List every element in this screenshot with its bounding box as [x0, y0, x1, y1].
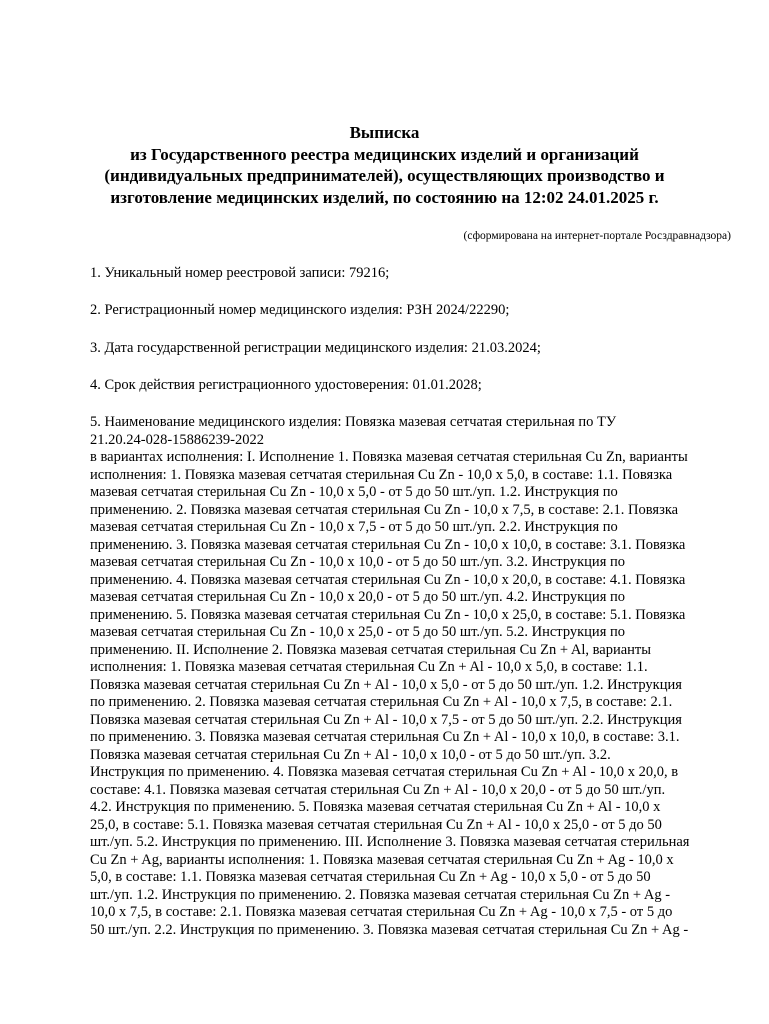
text-line: применению. 5. Повязка мазевая сетчатая стерильная Cu Zn - 10,0 х 25,0, в составе: 5.1. Повязка [90, 606, 686, 623]
text-line: 25,0, в составе: 5.1. Повязка мазевая сетчатая стерильная Cu Zn + Al - 10,0 х 25,0 - от 5 до 50 [90, 816, 662, 833]
text-line: 50 шт./уп. 2.2. Инструкция по применению. 3. Повязка мазевая сетчатая стерильная Cu Zn + Ag - [90, 921, 689, 938]
registry-record-number: 1. Уникальный номер реестровой записи: 79216; [90, 265, 390, 281]
text-line: 4.2. Инструкция по применению. 5. Повязка мазевая сетчатая стерильная Cu Zn + Al - 10,0 х [90, 799, 661, 815]
text-line: Повязка мазевая сетчатая стерильная Cu Zn + Al - 10,0 х 10,0 - от 5 до 50 шт./уп. 3.2. [90, 746, 611, 763]
text-line: 10,0 х 7,5, в составе: 2.1. Повязка мазевая сетчатая стерильная Cu Zn + Ag - 10,0 х 7,5 - от 5 до [90, 904, 673, 920]
text-line: шт./уп. 1.2. Инструкция по применению. 2. Повязка мазевая сетчатая стерильная Cu Zn + Ag - [90, 886, 671, 903]
text-line: 5,0, в составе: 1.1. Повязка мазевая сетчатая стерильная Cu Zn + Ag - 10,0 х 5,0 - от 5 до 50 [90, 869, 651, 885]
title-line: изготовление медицинских изделий, по состоянию на 12:02 24.01.2025 г. [110, 187, 659, 207]
registration-number: 2. Регистрационный номер медицинского изделия: РЗН 2024/22290; [90, 302, 510, 318]
certificate-validity: 4. Срок действия регистрационного удостоверения: 01.01.2028; [90, 377, 482, 393]
text-line: Cu Zn + Ag, варианты исполнения: 1. Повязка мазевая сетчатая стерильная Cu Zn + Ag - 10,0 х [90, 851, 674, 868]
text-line: исполнения: 1. Повязка мазевая сетчатая стерильная Cu Zn - 10,0 х 5,0, в составе: 1.1. Повязка [90, 466, 673, 483]
text-line: применению. 4. Повязка мазевая сетчатая стерильная Cu Zn - 10,0 х 20,0, в составе: 4.1. Повязка [90, 571, 686, 588]
title-line: (индивидуальных предпринимателей), осуществляющих производство и [104, 166, 665, 185]
text-line: Повязка мазевая сетчатая стерильная Cu Zn + Al - 10,0 х 7,5 - от 5 до 50 шт./уп. 2.2. Инструкция [90, 711, 682, 728]
title-line: из Государственного реестра медицинских изделий и организаций [130, 144, 639, 164]
text-line: мазевая сетчатая стерильная Cu Zn - 10,0 х 10,0 - от 5 до 50 шт./уп. 3.2. Инструкция по [90, 554, 625, 570]
text-line: применению. 2. Повязка мазевая сетчатая стерильная Cu Zn - 10,0 х 7,5, в составе: 2.1. Повязка [90, 501, 679, 518]
text-line: мазевая сетчатая стерильная Cu Zn - 10,0 х 25,0 - от 5 до 50 шт./уп. 5.2. Инструкция по [90, 624, 625, 640]
document-title [40, 122, 729, 208]
text-line: Инструкция по применению. 4. Повязка мазевая сетчатая стерильная Cu Zn + Al - 10,0 х 20,0, в [90, 764, 679, 780]
text-line: исполнения: 1. Повязка мазевая сетчатая стерильная Cu Zn + Al - 10,0 х 5,0, в составе: 1.1. [90, 659, 648, 675]
text-line: составе: 4.1. Повязка мазевая сетчатая стерильная Cu Zn + Al - 10,0 х 20,0 - от 5 до 50 шт./уп. [90, 781, 666, 798]
text-line: 21.20.24-028-15886239-2022 [90, 431, 264, 448]
text-line: мазевая сетчатая стерильная Cu Zn - 10,0 х 7,5 - от 5 до 50 шт./уп. 2.2. Инструкция по [90, 519, 618, 535]
text-line: по применению. 3. Повязка мазевая сетчатая стерильная Cu Zn + Al - 10,0 х 10,0, в составе: 3.1. [90, 729, 680, 745]
device-name-section [90, 414, 730, 939]
title-line: Выписка [349, 123, 420, 142]
registration-date: 3. Дата государственной регистрации медицинского изделия: 21.03.2024; [90, 340, 541, 356]
source-note: (сформирована на интернет-портале Росздравнадзора) [463, 230, 731, 242]
text-line: по применению. 2. Повязка мазевая сетчатая стерильная Cu Zn + Al - 10,0 х 7,5, в составе: 2.1. [90, 694, 673, 710]
text-line: шт./уп. 5.2. Инструкция по применению. III. Исполнение 3. Повязка мазевая сетчатая стерильная [90, 834, 690, 850]
text-line: мазевая сетчатая стерильная Cu Zn - 10,0 х 20,0 - от 5 до 50 шт./уп. 4.2. Инструкция по [90, 589, 625, 605]
text-line: применению. II. Исполнение 2. Повязка мазевая сетчатая стерильная Cu Zn + Al, варианты [90, 641, 651, 658]
text-line: Повязка мазевая сетчатая стерильная Cu Zn + Al - 10,0 х 5,0 - от 5 до 50 шт./уп. 1.2. Инструкция [90, 676, 682, 693]
text-line: применению. 3. Повязка мазевая сетчатая стерильная Cu Zn - 10,0 х 10,0, в составе: 3.1. Повязка [90, 536, 686, 553]
text-line: в вариантах исполнения: I. Исполнение 1. Повязка мазевая сетчатая стерильная Cu Zn, варианты [90, 449, 688, 465]
text-line: мазевая сетчатая стерильная Cu Zn - 10,0 х 5,0 - от 5 до 50 шт./уп. 1.2. Инструкция по [90, 484, 618, 500]
text-line: 5. Наименование медицинского изделия: Повязка мазевая сетчатая стерильная по ТУ [90, 414, 617, 430]
